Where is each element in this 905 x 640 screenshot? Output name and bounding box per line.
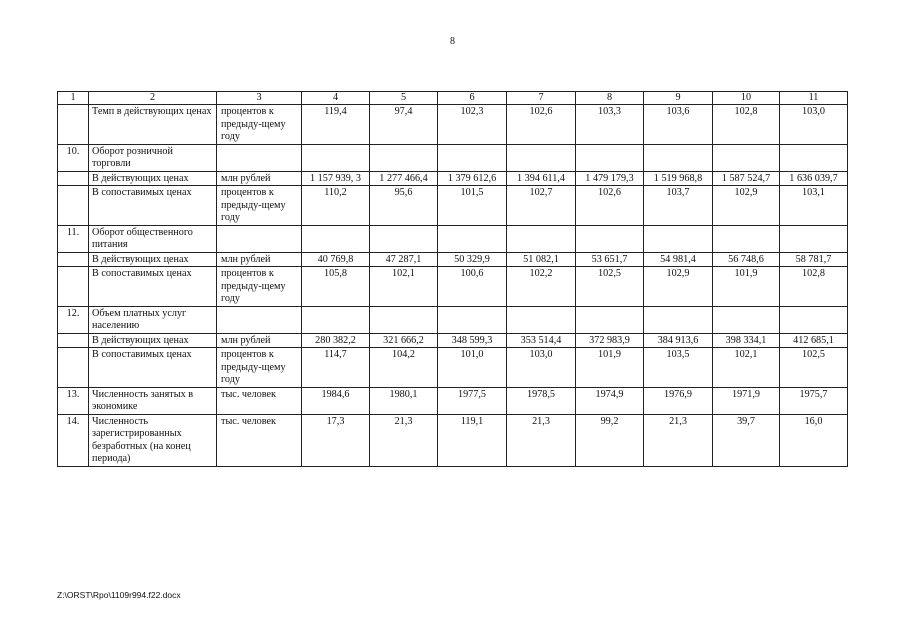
value-cell — [507, 225, 576, 252]
value-cell: 1974,9 — [576, 387, 644, 414]
value-cell: 17,3 — [302, 414, 370, 466]
indicator-label-cell: В действующих ценах — [89, 333, 217, 348]
value-cell: 1971,9 — [713, 387, 780, 414]
value-cell: 412 685,1 — [780, 333, 848, 348]
value-cell — [438, 306, 507, 333]
table-row — [58, 252, 848, 267]
value-cell: 102,8 — [713, 105, 780, 145]
value-cell: 102,6 — [507, 105, 576, 145]
unit-cell: процентов к предыду-щему году — [217, 105, 302, 145]
unit-cell: млн рублей — [217, 252, 302, 267]
row-number-cell: 10. — [58, 144, 89, 171]
value-cell: 103,1 — [780, 186, 848, 226]
value-cell: 102,1 — [713, 348, 780, 388]
value-cell: 1978,5 — [507, 387, 576, 414]
value-cell — [370, 306, 438, 333]
row-number-cell — [58, 105, 89, 145]
value-cell — [507, 306, 576, 333]
value-cell — [302, 225, 370, 252]
value-cell: 21,3 — [370, 414, 438, 466]
statistics-table — [57, 91, 848, 467]
value-cell: 353 514,4 — [507, 333, 576, 348]
value-cell: 1975,7 — [780, 387, 848, 414]
table-row — [58, 225, 848, 252]
value-cell — [302, 144, 370, 171]
row-number-cell: 12. — [58, 306, 89, 333]
value-cell: 101,5 — [438, 186, 507, 226]
value-cell — [780, 225, 848, 252]
value-cell — [438, 144, 507, 171]
row-number-cell: 14. — [58, 414, 89, 466]
unit-cell: тыс. человек — [217, 414, 302, 466]
value-cell: 114,7 — [302, 348, 370, 388]
value-cell — [713, 144, 780, 171]
table-row — [58, 348, 848, 388]
unit-cell: млн рублей — [217, 333, 302, 348]
indicator-label-cell: Оборот общественного питания — [89, 225, 217, 252]
value-cell: 21,3 — [644, 414, 713, 466]
table-row — [58, 387, 848, 414]
row-number-cell — [58, 267, 89, 307]
value-cell: 348 599,3 — [438, 333, 507, 348]
value-cell: 103,5 — [644, 348, 713, 388]
value-cell: 103,3 — [576, 105, 644, 145]
unit-cell: процентов к предыду-щему году — [217, 348, 302, 388]
file-path-footer: Z:\ORST\Rpo\1109r994.f22.docx — [57, 590, 181, 600]
row-number-cell — [58, 186, 89, 226]
row-number-cell — [58, 348, 89, 388]
indicator-label-cell: Численность зарегистрированных безработных (на конец периода) — [89, 414, 217, 466]
table-row — [58, 306, 848, 333]
value-cell — [713, 225, 780, 252]
table-row — [58, 144, 848, 171]
value-cell: 101,9 — [576, 348, 644, 388]
value-cell: 1980,1 — [370, 387, 438, 414]
indicator-label-cell: В действующих ценах — [89, 252, 217, 267]
row-number-cell — [58, 252, 89, 267]
value-cell: 102,5 — [576, 267, 644, 307]
unit-cell — [217, 225, 302, 252]
indicator-label-cell: В сопоставимых ценах — [89, 348, 217, 388]
value-cell: 97,4 — [370, 105, 438, 145]
value-cell — [780, 144, 848, 171]
value-cell: 39,7 — [713, 414, 780, 466]
value-cell: 47 287,1 — [370, 252, 438, 267]
table-row — [58, 333, 848, 348]
column-number-header: 2 — [89, 92, 217, 105]
row-number-cell: 11. — [58, 225, 89, 252]
value-cell: 1 379 612,6 — [438, 171, 507, 186]
value-cell: 1 277 466,4 — [370, 171, 438, 186]
value-cell: 101,0 — [438, 348, 507, 388]
value-cell: 1984,6 — [302, 387, 370, 414]
value-cell: 110,2 — [302, 186, 370, 226]
column-number-header: 8 — [576, 92, 644, 105]
value-cell — [576, 306, 644, 333]
value-cell: 398 334,1 — [713, 333, 780, 348]
value-cell — [302, 306, 370, 333]
value-cell: 103,0 — [780, 105, 848, 145]
table-row — [58, 414, 848, 466]
column-number-header: 3 — [217, 92, 302, 105]
column-number-header: 6 — [438, 92, 507, 105]
unit-cell: млн рублей — [217, 171, 302, 186]
row-number-cell — [58, 333, 89, 348]
value-cell — [576, 144, 644, 171]
value-cell: 21,3 — [507, 414, 576, 466]
value-cell: 1977,5 — [438, 387, 507, 414]
value-cell: 16,0 — [780, 414, 848, 466]
value-cell: 102,1 — [370, 267, 438, 307]
value-cell: 119,1 — [438, 414, 507, 466]
value-cell — [576, 225, 644, 252]
value-cell: 95,6 — [370, 186, 438, 226]
page-number: 8 — [450, 36, 455, 47]
value-cell: 54 981,4 — [644, 252, 713, 267]
unit-cell: процентов к предыду-щему году — [217, 267, 302, 307]
table-row — [58, 105, 848, 145]
row-number-cell: 13. — [58, 387, 89, 414]
unit-cell: процентов к предыду-щему году — [217, 186, 302, 226]
indicator-label-cell: Темп в действующих ценах — [89, 105, 217, 145]
column-number-header-row — [58, 92, 848, 105]
value-cell: 103,6 — [644, 105, 713, 145]
value-cell: 103,0 — [507, 348, 576, 388]
value-cell — [780, 306, 848, 333]
value-cell — [370, 144, 438, 171]
value-cell: 384 913,6 — [644, 333, 713, 348]
column-number-header: 1 — [58, 92, 89, 105]
value-cell: 100,6 — [438, 267, 507, 307]
value-cell: 280 382,2 — [302, 333, 370, 348]
value-cell: 99,2 — [576, 414, 644, 466]
value-cell: 51 082,1 — [507, 252, 576, 267]
column-number-header: 4 — [302, 92, 370, 105]
column-number-header: 5 — [370, 92, 438, 105]
value-cell — [644, 225, 713, 252]
indicator-label-cell: Оборот розничной торговли — [89, 144, 217, 171]
value-cell: 105,8 — [302, 267, 370, 307]
unit-cell — [217, 306, 302, 333]
value-cell: 102,3 — [438, 105, 507, 145]
table-row — [58, 267, 848, 307]
value-cell: 56 748,6 — [713, 252, 780, 267]
indicator-label-cell: В сопоставимых ценах — [89, 186, 217, 226]
value-cell: 1 394 611,4 — [507, 171, 576, 186]
value-cell: 119,4 — [302, 105, 370, 145]
value-cell: 104,2 — [370, 348, 438, 388]
unit-cell: тыс. человек — [217, 387, 302, 414]
indicator-label-cell: В действующих ценах — [89, 171, 217, 186]
row-number-cell — [58, 171, 89, 186]
value-cell: 321 666,2 — [370, 333, 438, 348]
value-cell: 102,6 — [576, 186, 644, 226]
value-cell: 53 651,7 — [576, 252, 644, 267]
value-cell: 103,7 — [644, 186, 713, 226]
value-cell: 1 636 039,7 — [780, 171, 848, 186]
column-number-header: 10 — [713, 92, 780, 105]
unit-cell — [217, 144, 302, 171]
value-cell: 1976,9 — [644, 387, 713, 414]
value-cell: 102,9 — [713, 186, 780, 226]
indicator-label-cell: Численность занятых в экономике — [89, 387, 217, 414]
indicator-label-cell: Объем платных услуг населению — [89, 306, 217, 333]
value-cell — [644, 306, 713, 333]
value-cell: 102,2 — [507, 267, 576, 307]
value-cell: 1 157 939, 3 — [302, 171, 370, 186]
column-number-header: 11 — [780, 92, 848, 105]
value-cell — [507, 144, 576, 171]
value-cell — [713, 306, 780, 333]
value-cell: 58 781,7 — [780, 252, 848, 267]
value-cell: 102,9 — [644, 267, 713, 307]
value-cell: 50 329,9 — [438, 252, 507, 267]
column-number-header: 7 — [507, 92, 576, 105]
table-row — [58, 186, 848, 226]
value-cell — [370, 225, 438, 252]
value-cell — [438, 225, 507, 252]
value-cell: 102,5 — [780, 348, 848, 388]
value-cell: 102,8 — [780, 267, 848, 307]
value-cell: 40 769,8 — [302, 252, 370, 267]
table-body — [58, 92, 848, 467]
value-cell — [644, 144, 713, 171]
value-cell: 1 479 179,3 — [576, 171, 644, 186]
column-number-header: 9 — [644, 92, 713, 105]
value-cell: 372 983,9 — [576, 333, 644, 348]
value-cell: 101,9 — [713, 267, 780, 307]
value-cell: 1 519 968,8 — [644, 171, 713, 186]
table-row — [58, 171, 848, 186]
indicator-label-cell: В сопоставимых ценах — [89, 267, 217, 307]
value-cell: 1 587 524,7 — [713, 171, 780, 186]
value-cell: 102,7 — [507, 186, 576, 226]
